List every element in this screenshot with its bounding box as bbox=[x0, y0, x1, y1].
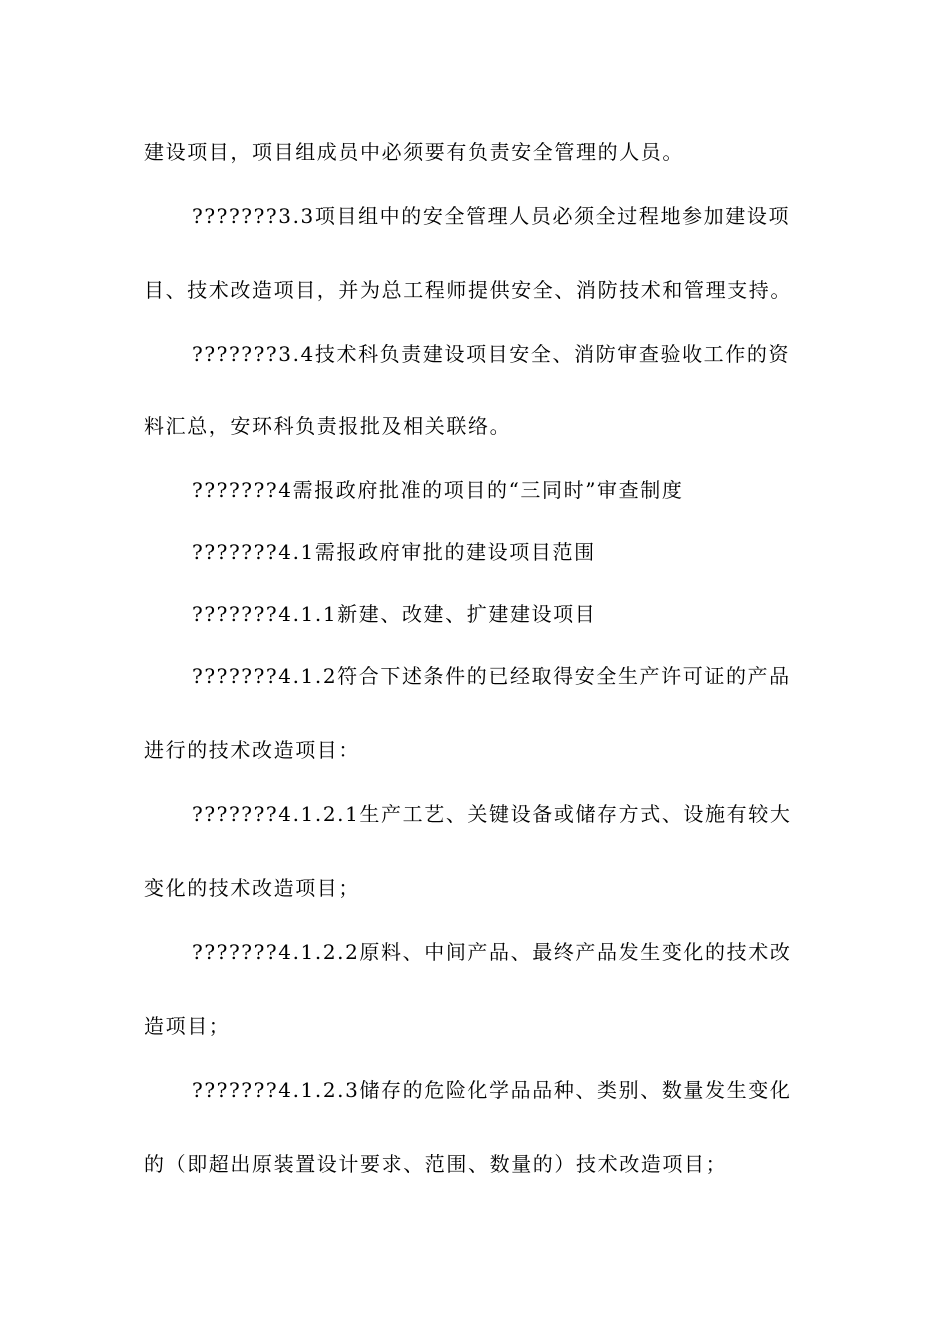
text-line: ???????3.4技术科负责建设项目安全、消防审查验收工作的资 bbox=[192, 342, 791, 366]
text-line: 变化的技术改造项目； bbox=[144, 876, 360, 900]
text-line: ???????4.1.2符合下述条件的已经取得安全生产许可证的产品 bbox=[192, 664, 791, 688]
text-line: ???????4需报政府批准的项目的“三同时”审查制度 bbox=[192, 478, 684, 502]
text-line: ???????4.1需报政府审批的建设项目范围 bbox=[192, 540, 596, 564]
text-line: ???????4.1.2.2原料、中间产品、最终产品发生变化的技术改 bbox=[192, 940, 792, 964]
text-line: 造项目； bbox=[144, 1014, 231, 1038]
text-line: 料汇总，安环科负责报批及相关联络。 bbox=[144, 414, 512, 438]
text-line: ???????4.1.2.3储存的危险化学品品种、类别、数量发生变化 bbox=[192, 1078, 792, 1102]
text-line: 进行的技术改造项目： bbox=[144, 738, 360, 762]
text-line: 建设项目，项目组成员中必须要有负责安全管理的人员。 bbox=[144, 140, 684, 164]
text-line: 目、技术改造项目，并为总工程师提供安全、消防技术和管理支持。 bbox=[144, 278, 792, 302]
text-line: ???????4.1.2.1生产工艺、关键设备或储存方式、设施有较大 bbox=[192, 802, 792, 826]
text-line: ???????3.3项目组中的安全管理人员必须全过程地参加建设项 bbox=[192, 204, 791, 228]
text-line: ???????4.1.1新建、改建、扩建建设项目 bbox=[192, 602, 597, 626]
text-line: 的（即超出原装置设计要求、范围、数量的）技术改造项目； bbox=[144, 1152, 728, 1176]
